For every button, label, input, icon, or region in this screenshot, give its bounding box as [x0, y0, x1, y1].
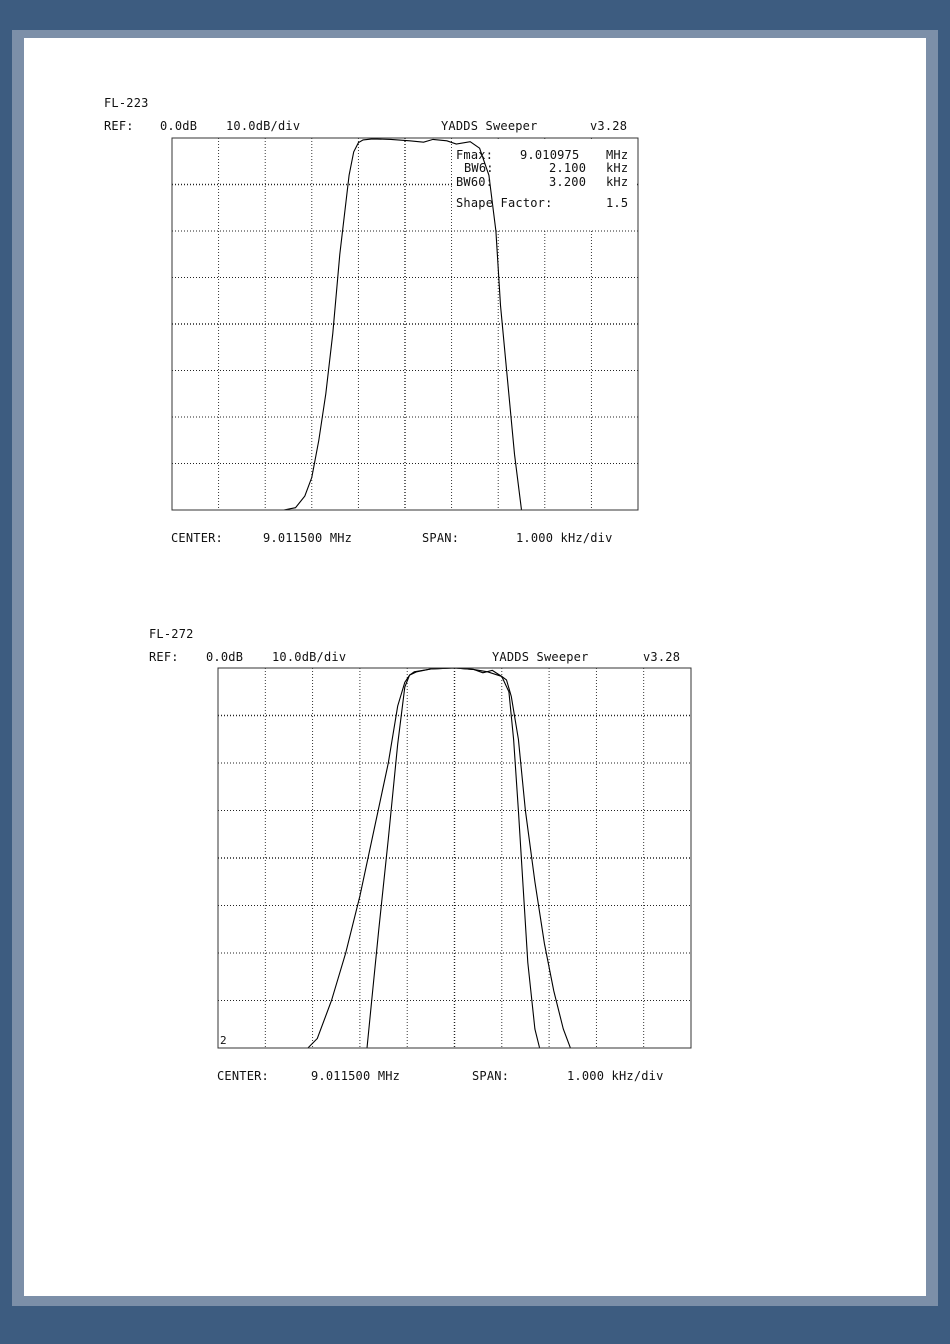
span-label: SPAN: — [472, 1069, 510, 1083]
span-value: 1.000 kHz/div — [516, 531, 613, 545]
bw60-unit: kHz — [606, 175, 629, 189]
plot-area — [218, 668, 691, 1048]
corner-label: 2 — [220, 1034, 227, 1047]
app-name: YADDS Sweeper — [441, 119, 538, 133]
app-version: v3.28 — [590, 119, 628, 133]
app-version: v3.28 — [643, 650, 681, 664]
bw6-unit: kHz — [606, 161, 629, 175]
shape-factor-label: Shape Factor: — [456, 196, 553, 210]
ref-label: REF: — [149, 650, 179, 664]
fmax-label: Fmax: — [456, 148, 494, 162]
center-value: 9.011500 MHz — [263, 531, 353, 545]
plot-title: FL-272 — [149, 627, 194, 641]
app-name: YADDS Sweeper — [492, 650, 589, 664]
span-label: SPAN: — [422, 531, 460, 545]
center-label: CENTER: — [217, 1069, 269, 1083]
grid — [218, 668, 691, 1048]
scale-value: 10.0dB/div — [272, 650, 347, 664]
span-value: 1.000 kHz/div — [567, 1069, 664, 1083]
center-label: CENTER: — [171, 531, 223, 545]
bw6-label: BW6: — [464, 161, 494, 175]
scale-value: 10.0dB/div — [226, 119, 301, 133]
center-value: 9.011500 MHz — [311, 1069, 401, 1083]
bw60-label: BW60: — [456, 175, 494, 189]
plot-title: FL-223 — [104, 96, 149, 110]
plot-area — [172, 138, 638, 510]
fmax-value: 9.010975 — [520, 148, 580, 162]
ref-value: 0.0dB — [206, 650, 244, 664]
bw6-value: 2.100 — [549, 161, 587, 175]
ref-value: 0.0dB — [160, 119, 198, 133]
ref-label: REF: — [104, 119, 134, 133]
bw60-value: 3.200 — [549, 175, 587, 189]
shape-factor-value: 1.5 — [606, 196, 629, 210]
fmax-unit: MHz — [606, 148, 629, 162]
